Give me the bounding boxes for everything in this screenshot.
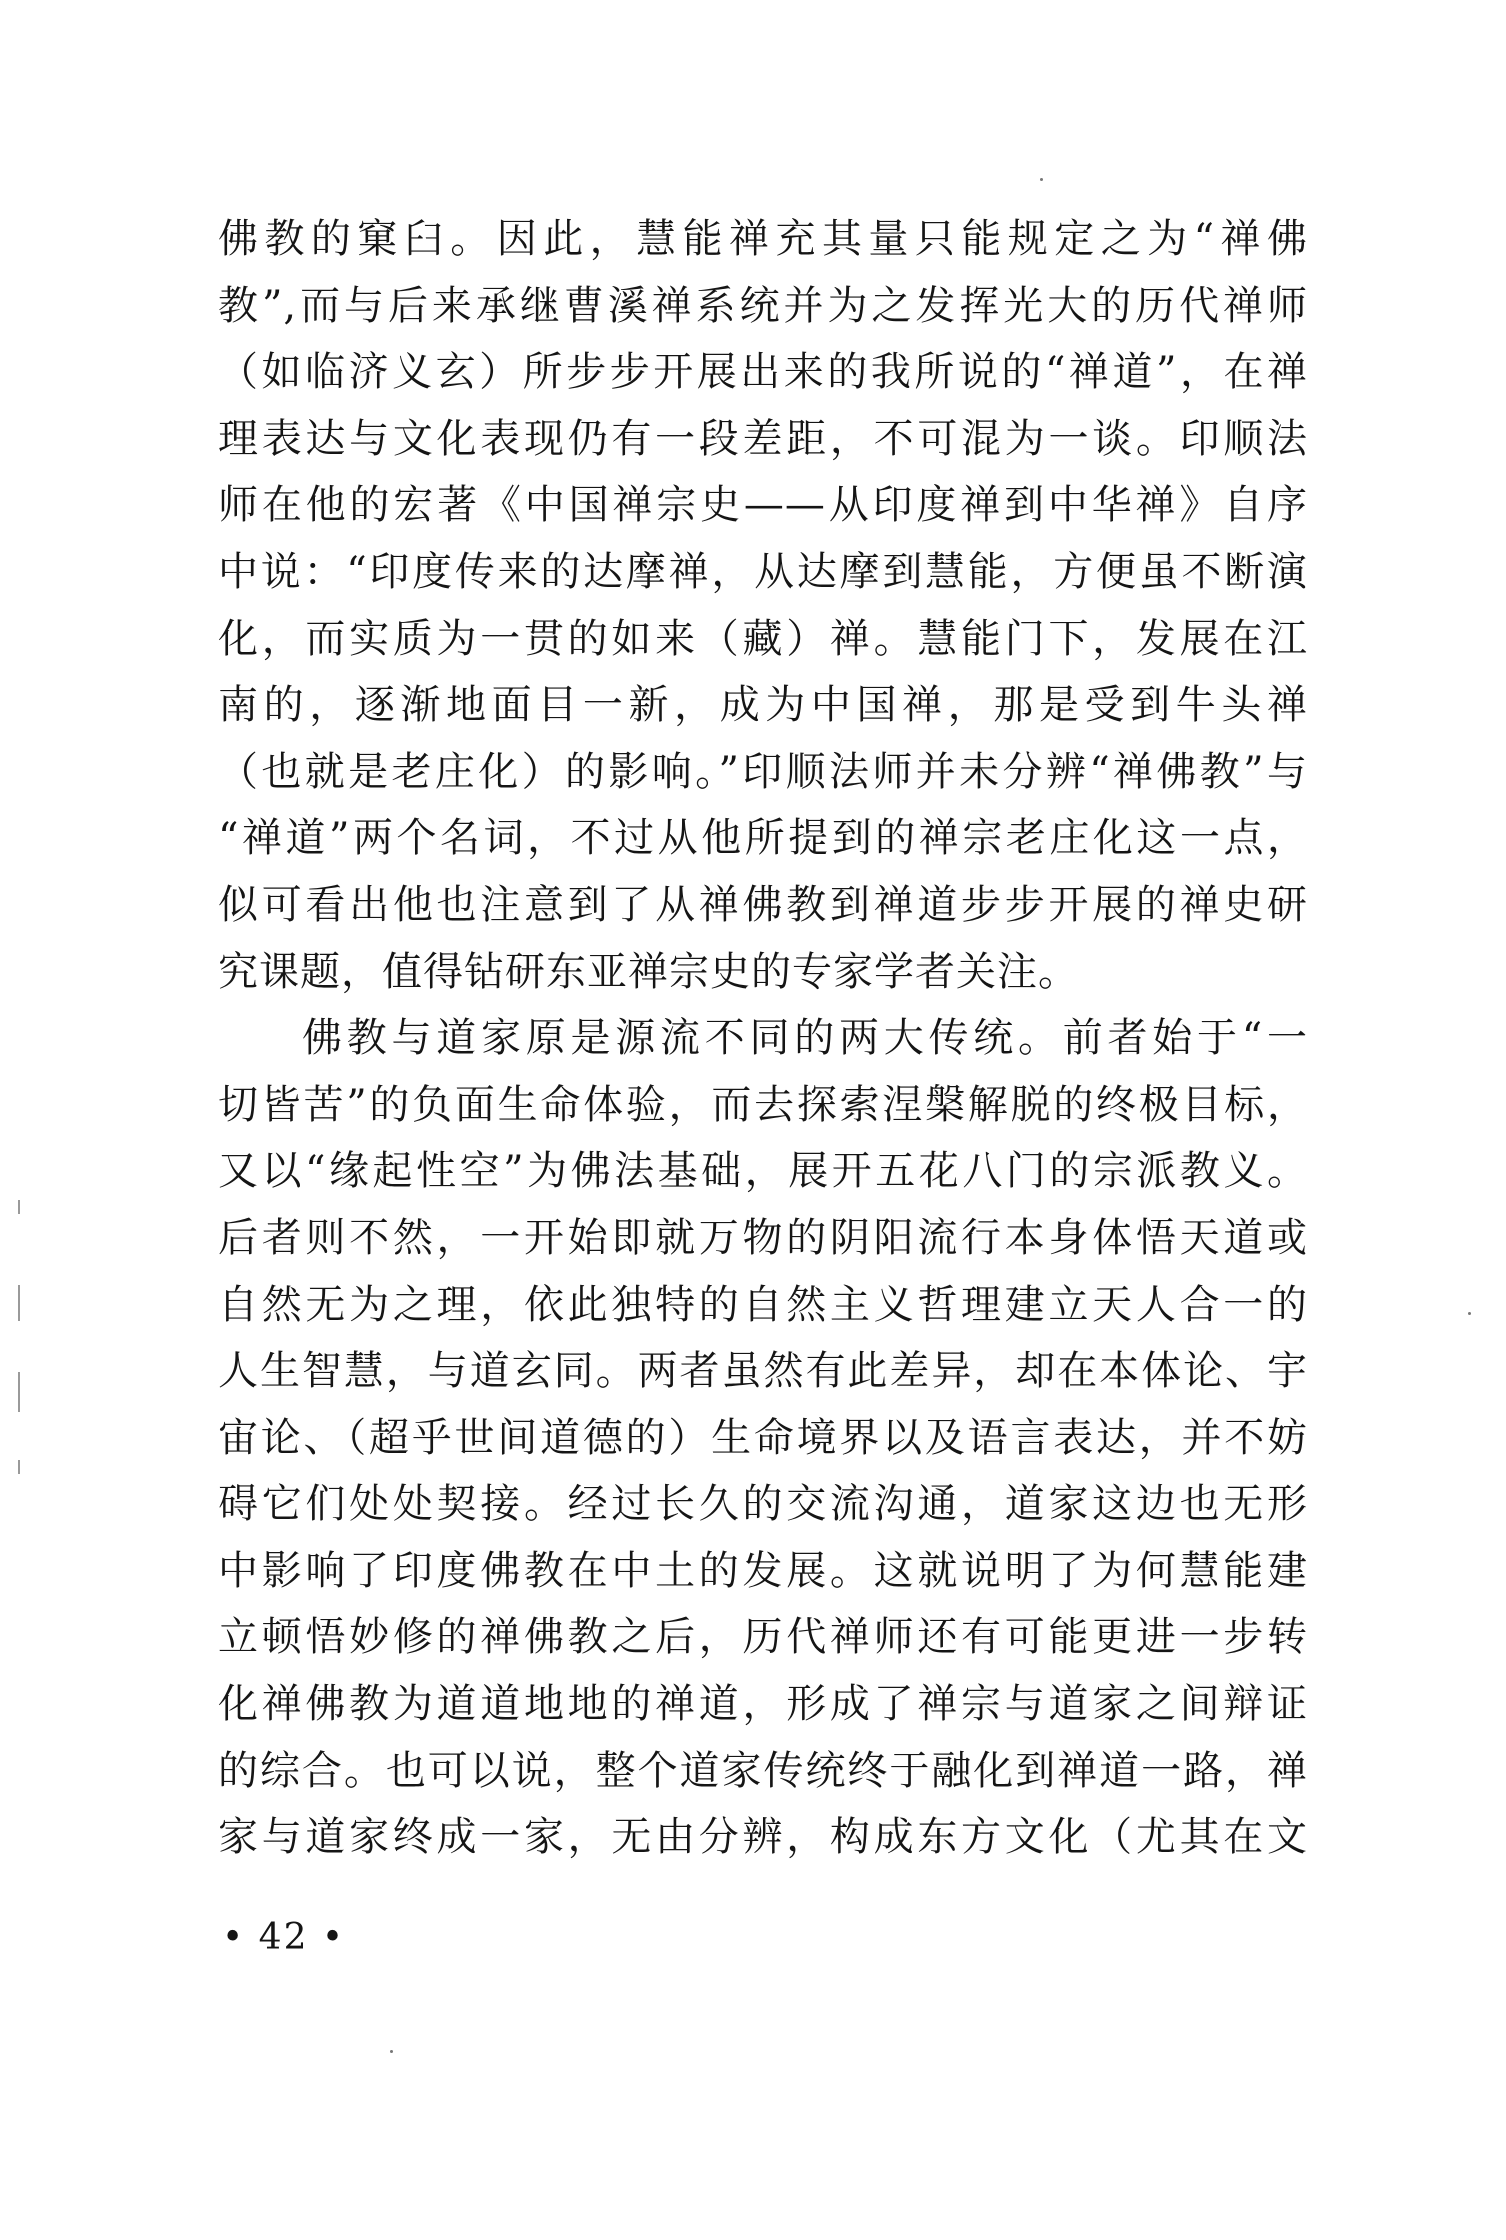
text-line: 又以“缘起性空”为佛法基础，展开五花八门的宗派教义。	[218, 1148, 1308, 1195]
scan-speck	[1468, 1312, 1471, 1315]
text-line: 碍它们处处契接。经过长久的交流沟通，道家这边也无形	[218, 1481, 1308, 1528]
scan-speck	[390, 2050, 393, 2053]
text-line: 究课题，值得钻研东亚禅宗史的专家学者关注。	[218, 948, 1079, 995]
text-line: 中影响了印度佛教在中土的发展。这就说明了为何慧能建	[218, 1547, 1308, 1594]
page-number: • 42 •	[222, 1917, 346, 1958]
text-line: 人生智慧，与道玄同。两者虽然有此差异，却在本体论、宇	[218, 1348, 1308, 1395]
text-line: （也就是老庄化）的影响。”印顺法师并未分辨“禅佛教”与	[218, 748, 1308, 795]
text-line: 佛教的窠臼。因此，慧能禅充其量只能规定之为“禅佛	[218, 216, 1308, 262]
text-line: 似可看出他也注意到了从禅佛教到禅道步步开展的禅史研	[218, 881, 1308, 928]
text-line: 立顿悟妙修的禅佛教之后，历代禅师还有可能更进一步转	[218, 1614, 1308, 1661]
scan-edge-mark	[18, 1200, 20, 1214]
text-line: 化，而实质为一贯的如来（藏）禅。慧能门下，发展在江	[218, 615, 1308, 662]
scan-edge-mark	[18, 1460, 20, 1474]
text-line: 师在他的宏著《中国禅宗史——从印度禅到中华禅》自序	[218, 482, 1308, 529]
text-line: 家与道家终成一家，无由分辨，构成东方文化（尤其在文	[218, 1814, 1308, 1861]
text-line: 切皆苦”的负面生命体验，而去探索涅槃解脱的终极目标，	[218, 1081, 1308, 1128]
text-line: 教”,而与后来承继曹溪禅系统并为之发挥光大的历代禅师	[218, 282, 1308, 329]
scan-edge-mark	[18, 1372, 20, 1412]
text-line: 南的，逐渐地面目一新，成为中国禅，那是受到牛头禅	[218, 682, 1308, 729]
text-line: 自然无为之理，依此独特的自然主义哲理建立天人合一的	[218, 1281, 1308, 1328]
text-line: 的综合。也可以说，整个道家传统终于融化到禅道一路，禅	[218, 1747, 1308, 1794]
text-line: 后者则不然，一开始即就万物的阴阳流行本身体悟天道或	[218, 1214, 1308, 1261]
text-line: 佛教与道家原是源流不同的两大传统。前者始于“一	[302, 1015, 1308, 1062]
text-line: 化禅佛教为道道地地的禅道，形成了禅宗与道家之间辩证	[218, 1681, 1308, 1728]
text-line: “禅道”两个名词，不过从他所提到的禅宗老庄化这一点，	[218, 815, 1308, 862]
scan-edge-mark	[18, 1285, 20, 1321]
text-line: 中说：“印度传来的达摩禅，从达摩到慧能，方便虽不断演	[218, 548, 1308, 595]
text-line: 理表达与文化表现仍有一段差距，不可混为一谈。印顺法	[218, 415, 1308, 462]
text-line: 宙论、（超乎世间道德的）生命境界以及语言表达，并不妨	[218, 1414, 1308, 1461]
body-text	[218, 206, 1308, 1871]
text-line: （如临济义玄）所步步开展出来的我所说的“禅道”，在禅	[218, 349, 1308, 396]
scan-speck	[1040, 178, 1043, 181]
